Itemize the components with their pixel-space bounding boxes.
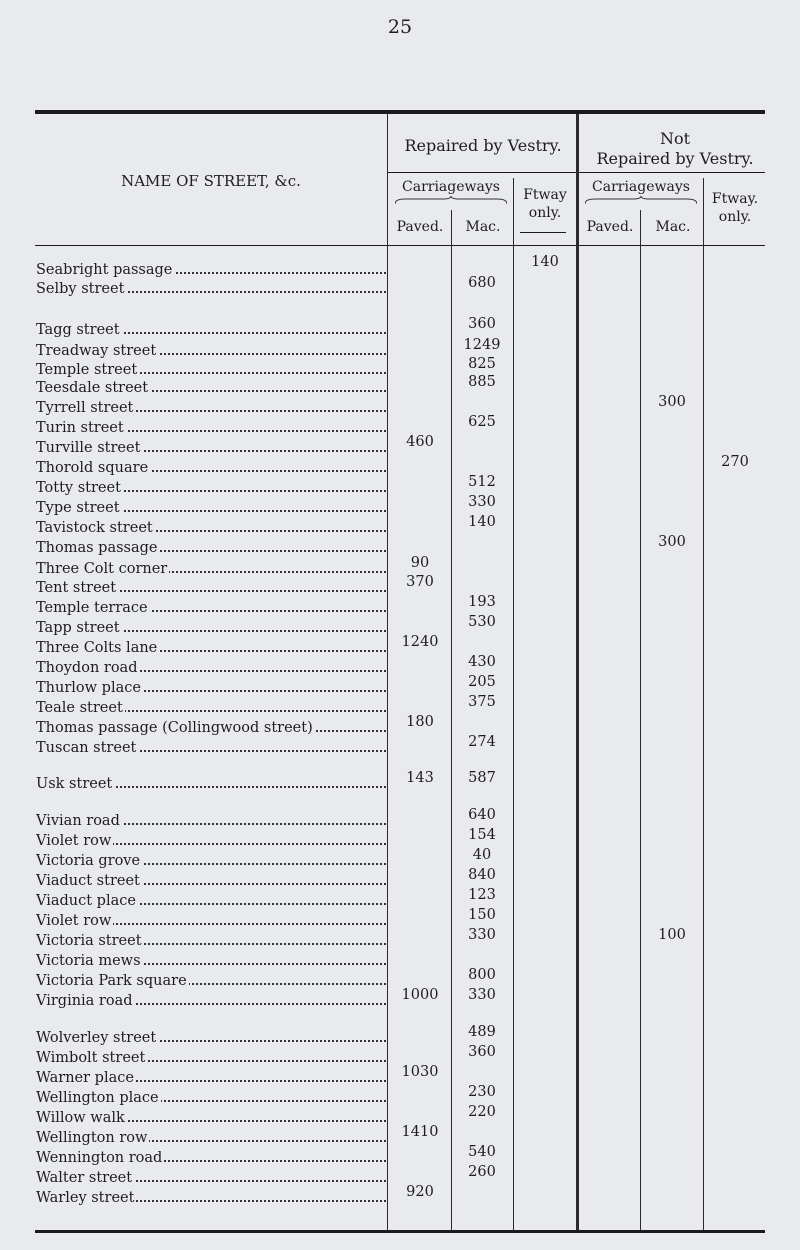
value-rm: 274	[468, 734, 496, 750]
not-repaired-header-line2: Repaired by Vestry.	[596, 149, 754, 168]
value-rm: 193	[468, 594, 496, 610]
value-rm: 150	[468, 907, 496, 923]
ftway-left-underline	[520, 232, 566, 233]
street-name-text: Vivian road	[36, 813, 120, 829]
street-name-text: Willow walk	[36, 1110, 125, 1126]
value-rm: 587	[468, 770, 496, 786]
street-name	[36, 1190, 386, 1206]
street-name	[36, 1110, 386, 1126]
ftway-only-left-header-1: Ftway	[523, 187, 567, 203]
value-rp: 90	[410, 555, 430, 571]
value-rp: 1240	[401, 634, 439, 650]
street-name-text: Turin street	[36, 420, 124, 436]
value-rm: 154	[468, 827, 496, 843]
street-name	[36, 380, 386, 396]
street-name-text: Viaduct place	[36, 893, 136, 909]
street-name	[36, 480, 386, 496]
table-row	[0, 1024, 800, 1050]
street-name	[36, 1130, 386, 1146]
paved-right-header: Paved.	[586, 219, 634, 235]
street-name	[36, 1090, 386, 1106]
street-name	[36, 720, 386, 736]
value-rp: 460	[406, 434, 434, 450]
repaired-by-vestry-header: Repaired by Vestry.	[404, 136, 562, 155]
street-name-text: Victoria street	[36, 933, 142, 949]
street-name	[36, 1030, 386, 1046]
mac-left-header: Mac.	[465, 219, 501, 235]
table-row	[0, 887, 800, 913]
ftway-only-right-header-2: only.	[718, 209, 752, 225]
value-rm: 205	[468, 674, 496, 690]
street-name-text: Usk street	[36, 776, 113, 792]
street-name	[36, 953, 386, 969]
street-name-text: Wellington place	[36, 1090, 159, 1106]
street-name-text: Wolverley street	[36, 1030, 157, 1046]
street-name-text: Wellington row	[36, 1130, 148, 1146]
value-rm: 40	[472, 847, 492, 863]
street-name	[36, 933, 386, 949]
value-rm: 625	[468, 414, 496, 430]
street-name	[36, 1150, 386, 1166]
street-name-text: Treadway street	[36, 343, 157, 359]
street-name-text: Temple street	[36, 362, 138, 378]
value-nm: 300	[658, 534, 686, 550]
street-name-text: Warner place	[36, 1070, 134, 1086]
table-row	[0, 987, 800, 1013]
table-row	[0, 1184, 800, 1210]
street-name	[36, 580, 386, 596]
street-name-text: Virginia road	[36, 993, 133, 1009]
street-name-text: Tuscan street	[36, 740, 137, 756]
street-name	[36, 500, 386, 516]
value-rm: 360	[468, 316, 496, 332]
value-rm: 140	[468, 514, 496, 530]
street-name-text: Thomas passage	[36, 540, 158, 556]
street-name	[36, 813, 386, 829]
carriageways-left-header: Carriageways	[402, 179, 500, 195]
header-bottom-rule	[35, 245, 765, 246]
table-row	[0, 1144, 800, 1170]
carriageways-right-brace	[585, 196, 697, 206]
street-name-text: Wennington road	[36, 1150, 163, 1166]
street-name	[36, 281, 386, 297]
value-rp: 143	[406, 770, 434, 786]
paved-left-header: Paved.	[396, 219, 444, 235]
value-rm: 375	[468, 694, 496, 710]
value-rm: 123	[468, 887, 496, 903]
table-row	[0, 1064, 800, 1090]
street-name-text: Three Colt corner	[36, 561, 168, 577]
table-row	[0, 316, 800, 342]
table-row	[0, 275, 800, 301]
table-row	[0, 574, 800, 600]
carriageways-right-header: Carriageways	[592, 179, 690, 195]
street-name	[36, 833, 386, 849]
street-name-text: Thorold square	[36, 460, 149, 476]
street-name-text: Victoria mews	[36, 953, 141, 969]
table-row	[0, 337, 800, 363]
street-name	[36, 640, 386, 656]
street-name	[36, 460, 386, 476]
table-row	[0, 714, 800, 740]
table-row	[0, 394, 800, 420]
value-rf: 140	[531, 254, 559, 270]
table-row	[0, 474, 800, 500]
table-row	[0, 770, 800, 796]
street-name	[36, 343, 386, 359]
street-name	[36, 262, 386, 278]
table-row	[0, 867, 800, 893]
street-name	[36, 520, 386, 536]
value-rm: 885	[468, 374, 496, 390]
table-row	[0, 847, 800, 873]
street-name	[36, 362, 386, 378]
street-name-text: Victoria Park square	[36, 973, 187, 989]
street-name	[36, 1050, 386, 1066]
bottom-rule	[35, 1230, 765, 1233]
value-rm: 260	[468, 1164, 496, 1180]
street-name-text: Tapp street	[36, 620, 120, 636]
value-rm: 540	[468, 1144, 496, 1160]
not-repaired-header-line1: Not	[659, 129, 691, 148]
street-name-text: Tagg street	[36, 322, 120, 338]
street-name-text: Walter street	[36, 1170, 133, 1186]
street-name-text: Tyrrell street	[36, 400, 134, 416]
street-name-text: Violet row	[36, 913, 112, 929]
street-name	[36, 420, 386, 436]
value-nm: 300	[658, 394, 686, 410]
street-name-text: Three Colts lane	[36, 640, 158, 656]
value-rm: 330	[468, 927, 496, 943]
street-name	[36, 993, 386, 1009]
street-name	[36, 400, 386, 416]
street-name-text: Wimbolt street	[36, 1050, 146, 1066]
street-name	[36, 913, 386, 929]
value-rm: 840	[468, 867, 496, 883]
ftway-only-left-header-2: only.	[528, 205, 562, 221]
table-row	[0, 634, 800, 660]
street-name-text: Temple terrace	[36, 600, 148, 616]
table-row	[0, 807, 800, 833]
value-rp: 1030	[401, 1064, 439, 1080]
street-name	[36, 600, 386, 616]
street-name-text: Tavistock street	[36, 520, 153, 536]
value-rm: 640	[468, 807, 496, 823]
table-row	[0, 454, 800, 480]
table-row	[0, 494, 800, 520]
street-name-text: Thoydon road	[36, 660, 138, 676]
street-name-text: Viaduct street	[36, 873, 140, 889]
street-name	[36, 1070, 386, 1086]
street-name-text: Warley street	[36, 1190, 135, 1206]
street-name	[36, 620, 386, 636]
street-name	[36, 740, 386, 756]
value-rm: 430	[468, 654, 496, 670]
table-row	[0, 356, 800, 382]
street-name-text: Turville street	[36, 440, 141, 456]
street-name	[36, 853, 386, 869]
value-rm: 360	[468, 1044, 496, 1060]
mac-right-header: Mac.	[655, 219, 691, 235]
street-name	[36, 680, 386, 696]
street-name-text: Teale street	[36, 700, 123, 716]
street-name	[36, 540, 386, 556]
value-rp: 370	[406, 574, 434, 590]
table-row	[0, 434, 800, 460]
value-rm: 825	[468, 356, 496, 372]
value-rp: 1000	[401, 987, 439, 1003]
table-row	[0, 1124, 800, 1150]
value-rm: 220	[468, 1104, 496, 1120]
street-name	[36, 322, 386, 338]
table-row	[0, 674, 800, 700]
table-row	[0, 594, 800, 620]
value-nf: 270	[721, 454, 749, 470]
street-name	[36, 893, 386, 909]
value-rm: 680	[468, 275, 496, 291]
street-name-text: Type street	[36, 500, 120, 516]
street-name	[36, 660, 386, 676]
street-name	[36, 440, 386, 456]
street-name-text: Victoria grove	[36, 853, 141, 869]
street-name-text: Thomas passage (Collingwood street)	[36, 720, 313, 736]
table-row	[0, 734, 800, 760]
street-name-text: Teesdale street	[36, 380, 149, 396]
value-rm: 512	[468, 474, 496, 490]
value-rm: 230	[468, 1084, 496, 1100]
street-name	[36, 1170, 386, 1186]
table-row	[0, 827, 800, 853]
value-rp: 180	[406, 714, 434, 730]
value-rm: 1249	[463, 337, 501, 353]
street-name	[36, 873, 386, 889]
value-rp: 920	[406, 1184, 434, 1200]
table-row	[0, 927, 800, 953]
name-column-header: NAME OF STREET, &c.	[121, 172, 301, 190]
street-name-text: Violet row	[36, 833, 112, 849]
table-row	[0, 953, 800, 973]
street-name	[36, 973, 386, 989]
value-rm: 800	[468, 967, 496, 983]
street-name	[36, 700, 386, 716]
value-rp: 1410	[401, 1124, 439, 1140]
value-rm: 530	[468, 614, 496, 630]
value-rm: 489	[468, 1024, 496, 1040]
street-name-text: Totty street	[36, 480, 121, 496]
street-name	[36, 561, 386, 577]
value-rm: 330	[468, 494, 496, 510]
value-rm: 330	[468, 987, 496, 1003]
street-name-text: Thurlow place	[36, 680, 141, 696]
table-row	[0, 654, 800, 680]
street-name-text: Selby street	[36, 281, 125, 297]
page-number: 25	[387, 16, 413, 38]
street-name-text: Tent street	[36, 580, 117, 596]
top-rule	[35, 110, 765, 114]
value-nm: 100	[658, 927, 686, 943]
street-name-text: Seabright passage	[36, 262, 173, 278]
carriageways-left-brace	[395, 196, 507, 206]
street-name	[36, 776, 386, 792]
table-row	[0, 1084, 800, 1110]
ftway-only-right-header-1: Ftway.	[711, 191, 759, 207]
table-row	[0, 254, 800, 282]
